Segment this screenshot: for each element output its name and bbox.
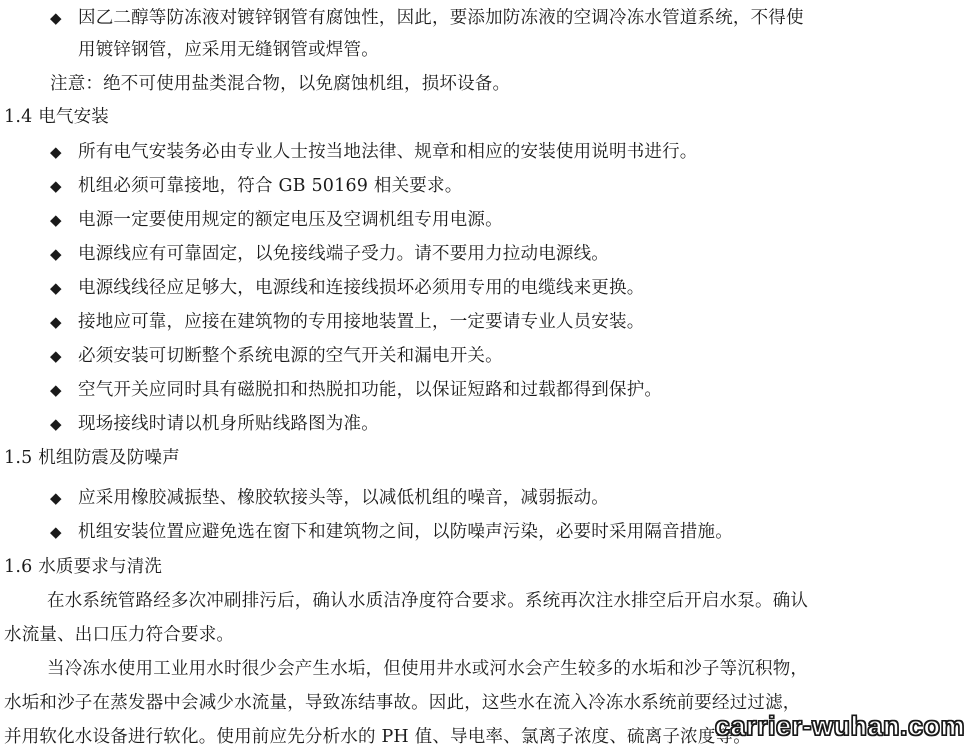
diamond-bullet-icon: ◆ [50, 415, 62, 433]
section-heading-1-4-text: 1.4 电气安装 [4, 107, 109, 127]
bullet-item [50, 481, 609, 515]
section-heading-1-6-text: 1.6 水质要求与清洗 [4, 557, 163, 577]
diamond-bullet-icon: ◆ [50, 143, 62, 161]
diamond-bullet-icon: ◆ [50, 211, 62, 229]
intro-bullet-text-2: 用镀锌钢管，应采用无缝钢管或焊管。 [78, 40, 379, 60]
diamond-bullet-icon: ◆ [50, 489, 62, 507]
diamond-bullet-icon: ◆ [50, 279, 62, 297]
bullet-item [50, 135, 698, 169]
bullet-text: 应采用橡胶减振垫、橡胶软接头等，以减低机组的噪音，减弱振动。 [78, 488, 609, 508]
section-heading-1-5-text: 1.5 机组防震及防噪声 [4, 448, 180, 468]
paragraph-text: 水垢和沙子在蒸发器中会减少水流量，导致冻结事故。因此，这些水在流入冷冻水系统前要经过过滤， [4, 693, 801, 713]
diamond-bullet-icon: ◆ [50, 347, 62, 365]
bullet-item [50, 407, 379, 441]
bullet-item [50, 339, 503, 373]
paragraph-line [47, 584, 808, 618]
bullet-item [50, 515, 733, 549]
bullet-text: 电源线线径应足够大，电源线和连接线损坏必须用专用的电缆线来更换。 [78, 278, 645, 298]
paragraph-line [47, 652, 808, 686]
section-heading-1-5 [4, 441, 180, 475]
site-watermark: carrier-wuhan.com [714, 711, 965, 741]
intro-bullet-line-2 [78, 33, 379, 67]
bullet-item [50, 271, 644, 305]
diamond-bullet-icon: ◆ [50, 313, 62, 331]
bullet-text: 机组必须可靠接地，符合 GB 50169 相关要求。 [78, 176, 463, 196]
bullet-item [50, 169, 462, 203]
paragraph-line [4, 686, 801, 720]
paragraph-line [4, 720, 751, 754]
bullet-text: 必须安装可切断整个系统电源的空气开关和漏电开关。 [78, 346, 503, 366]
bullet-item [50, 305, 644, 339]
diamond-bullet-icon: ◆ [50, 9, 62, 27]
bullet-item [50, 237, 609, 271]
bullet-item [50, 373, 662, 407]
paragraph-text: 并用软化水设备进行软化。使用前应先分析水的 PH 值、导电率、氯离子浓度、硫离子浓度等。 [4, 727, 751, 747]
diamond-bullet-icon: ◆ [50, 523, 62, 541]
diamond-bullet-icon: ◆ [50, 177, 62, 195]
diamond-bullet-icon: ◆ [50, 245, 62, 263]
section-heading-1-4 [4, 100, 109, 134]
diamond-bullet-icon: ◆ [50, 381, 62, 399]
bullet-text: 所有电气安装务必由专业人士按当地法律、规章和相应的安装使用说明书进行。 [78, 142, 698, 162]
bullet-text: 电源线应有可靠固定，以免接线端子受力。请不要用力拉动电源线。 [78, 244, 609, 264]
intro-bullet-line-1 [50, 1, 804, 35]
section-heading-1-6 [4, 550, 162, 584]
paragraph-text: 水流量、出口压力符合要求。 [4, 625, 235, 645]
bullet-text: 电源一定要使用规定的额定电压及空调机组专用电源。 [78, 210, 503, 230]
intro-note-text: 注意：绝不可使用盐类混合物，以免腐蚀机组，损坏设备。 [50, 74, 511, 94]
bullet-text: 空气开关应同时具有磁脱扣和热脱扣功能，以保证短路和过载都得到保护。 [78, 380, 663, 400]
bullet-item [50, 203, 503, 237]
intro-note [50, 67, 510, 101]
paragraph-line [4, 618, 234, 652]
bullet-text: 机组安装位置应避免选在窗下和建筑物之间，以防噪声污染，必要时采用隔音措施。 [78, 522, 733, 542]
bullet-text: 现场接线时请以机身所贴线路图为准。 [78, 414, 379, 434]
bullet-text: 接地应可靠，应接在建筑物的专用接地装置上，一定要请专业人员安装。 [78, 312, 645, 332]
paragraph-text: 当冷冻水使用工业用水时很少会产生水垢，但使用井水或河水会产生较多的水垢和沙子等沉积物， [47, 659, 809, 679]
paragraph-text: 在水系统管路经多次冲刷排污后，确认水质洁净度符合要求。系统再次注水排空后开启水泵。确认 [47, 591, 809, 611]
intro-bullet-text-1: 因乙二醇等防冻液对镀锌钢管有腐蚀性，因此，要添加防冻液的空调冷冻水管道系统，不得使 [78, 8, 804, 28]
